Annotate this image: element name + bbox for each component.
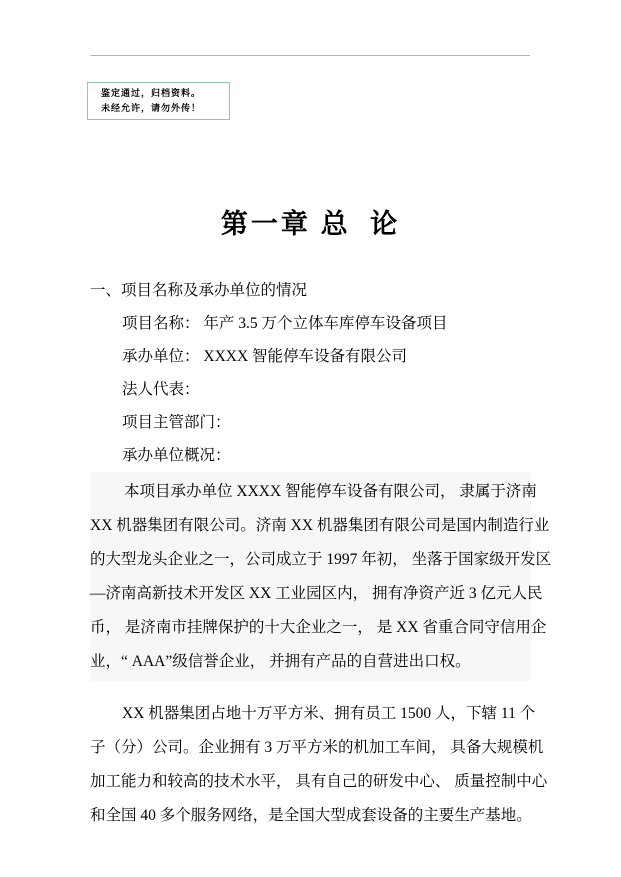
field-undertaking-unit: 承办单位： XXXX 智能停车设备有限公司 <box>122 348 408 365</box>
paragraph-line: XX 机器集团占地十万平方米、拥有员工 1500 人，下辖 11 个 <box>122 705 536 722</box>
paragraph-line: 业，“ AAA”级信誉企业， 并拥有产品的自营进出口权。 <box>90 653 471 670</box>
paragraph-line: 本项目承办单位 XXXX 智能停车设备有限公司， 隶属于济南 <box>124 483 537 500</box>
chapter-title: 第一章 总 论 <box>220 209 401 239</box>
stamp-line-1: 鉴定通过，归档资料。 <box>101 88 202 98</box>
field-project-name: 项目名称： 年产 3.5 万个立体车库停车设备项目 <box>122 315 448 332</box>
confidential-stamp-box <box>87 82 230 120</box>
document-body <box>90 274 552 833</box>
paragraph-line: 的大型龙头企业之一，公司成立于 1997 年初， 坐落于国家级开发区 <box>90 551 552 568</box>
paragraph-line: —济南高新技术开发区 XX 工业园区内， 拥有净资产近 3 亿元人民 <box>90 585 543 602</box>
paragraph-line: 加工能力和较高的技术水平， 具有自己的研发中心、 质量控制中心 <box>90 773 548 790</box>
field-legal-representative: 法人代表： <box>122 381 200 398</box>
section-heading: 一、项目名称及承办单位的情况 <box>90 282 308 299</box>
paragraph-line: XX 机器集团有限公司。济南 XX 机器集团有限公司是国内制造行业 <box>90 517 550 534</box>
paragraph-line: 子（分）公司。企业拥有 3 万平方米的机加工车间， 具备大规模机 <box>90 739 544 756</box>
header-divider <box>90 55 530 56</box>
field-competent-department: 项目主管部门： <box>122 414 231 431</box>
paragraph-group-scale <box>90 697 548 833</box>
field-unit-overview: 承办单位概况： <box>122 447 231 464</box>
paragraph-company-intro <box>90 472 552 681</box>
paragraph-line: 币， 是济南市挂牌保护的十大企业之一， 是 XX 省重合同守信用企 <box>90 619 547 636</box>
paragraph-line: 和全国 40 多个服务网络，是全国大型成套设备的主要生产基地。 <box>90 807 532 824</box>
stamp-line-2: 未经允许，请勿外传！ <box>101 103 202 113</box>
